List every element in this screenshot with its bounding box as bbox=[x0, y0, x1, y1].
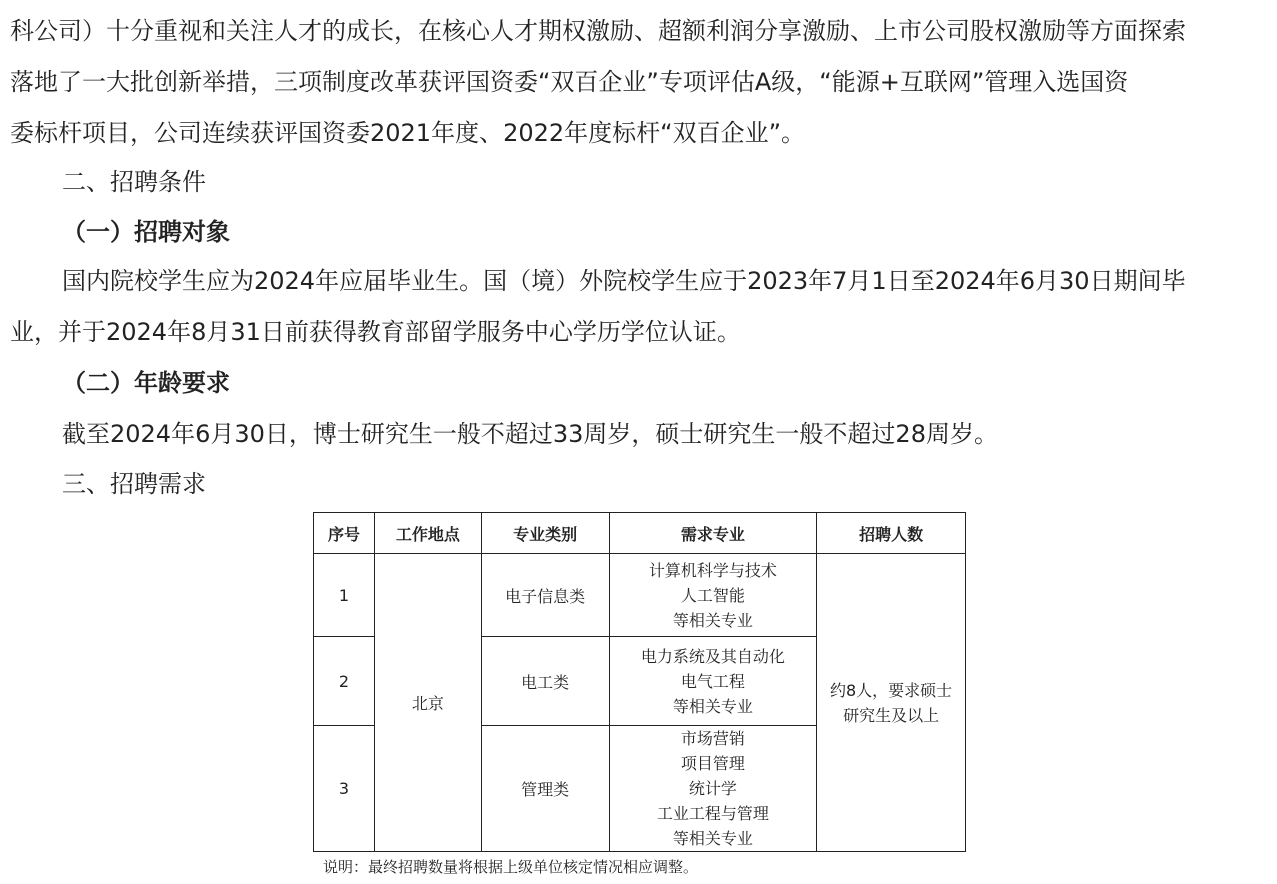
row-majors: 计算机科学与技术 人工智能 等相关专业 bbox=[609, 554, 817, 637]
row-no: 2 bbox=[314, 637, 375, 726]
work-location: 北京 bbox=[374, 554, 481, 852]
intro-line-1: 科公司）十分重视和关注人才的成长，在核心人才期权激励、超额利润分享激励、上市公司股权激励等方面探索 bbox=[10, 17, 1186, 45]
target-line-2: 业，并于2024年8月31日前获得教育部留学服务中心学历学位认证。 bbox=[10, 318, 741, 346]
row-majors: 电力系统及其自动化 电气工程 等相关专业 bbox=[609, 637, 817, 726]
subheading-target: （一）招聘对象 bbox=[62, 218, 230, 246]
row-no: 3 bbox=[314, 726, 375, 852]
header-category: 专业类别 bbox=[481, 513, 609, 554]
row-category: 管理类 bbox=[481, 726, 609, 852]
subheading-age: （二）年龄要求 bbox=[62, 369, 230, 397]
header-no: 序号 bbox=[314, 513, 375, 554]
table-header-row bbox=[314, 513, 966, 554]
header-majors: 需求专业 bbox=[609, 513, 817, 554]
headcount: 约8人，要求硕士 研究生及以上 bbox=[817, 554, 966, 852]
row-category: 电工类 bbox=[481, 637, 609, 726]
target-line-1: 国内院校学生应为2024年应届毕业生。国（境）外院校学生应于2023年7月1日至2024年6月30日期间毕 bbox=[62, 267, 1186, 295]
age-requirement: 截至2024年6月30日，博士研究生一般不超过33周岁，硕士研究生一般不超过28周岁。 bbox=[62, 420, 998, 448]
intro-line-3: 委标杆项目，公司连续获评国资委2021年度、2022年度标杆“双百企业”。 bbox=[10, 119, 806, 147]
intro-line-2: 落地了一大批创新举措，三项制度改革获评国资委“双百企业”专项评估A级，“能源+互联网”管理入选国资 bbox=[10, 68, 1129, 96]
recruitment-table bbox=[313, 512, 966, 852]
header-headcount: 招聘人数 bbox=[817, 513, 966, 554]
table-row bbox=[314, 554, 966, 637]
row-no: 1 bbox=[314, 554, 375, 637]
header-location: 工作地点 bbox=[374, 513, 481, 554]
table-note: 说明：最终招聘数量将根据上级单位核定情况相应调整。 bbox=[323, 858, 699, 876]
row-majors: 市场营销 项目管理 统计学 工业工程与管理 等相关专业 bbox=[609, 726, 817, 852]
section-heading-conditions: 二、招聘条件 bbox=[62, 168, 206, 196]
section-heading-demand: 三、招聘需求 bbox=[62, 470, 206, 498]
row-category: 电子信息类 bbox=[481, 554, 609, 637]
